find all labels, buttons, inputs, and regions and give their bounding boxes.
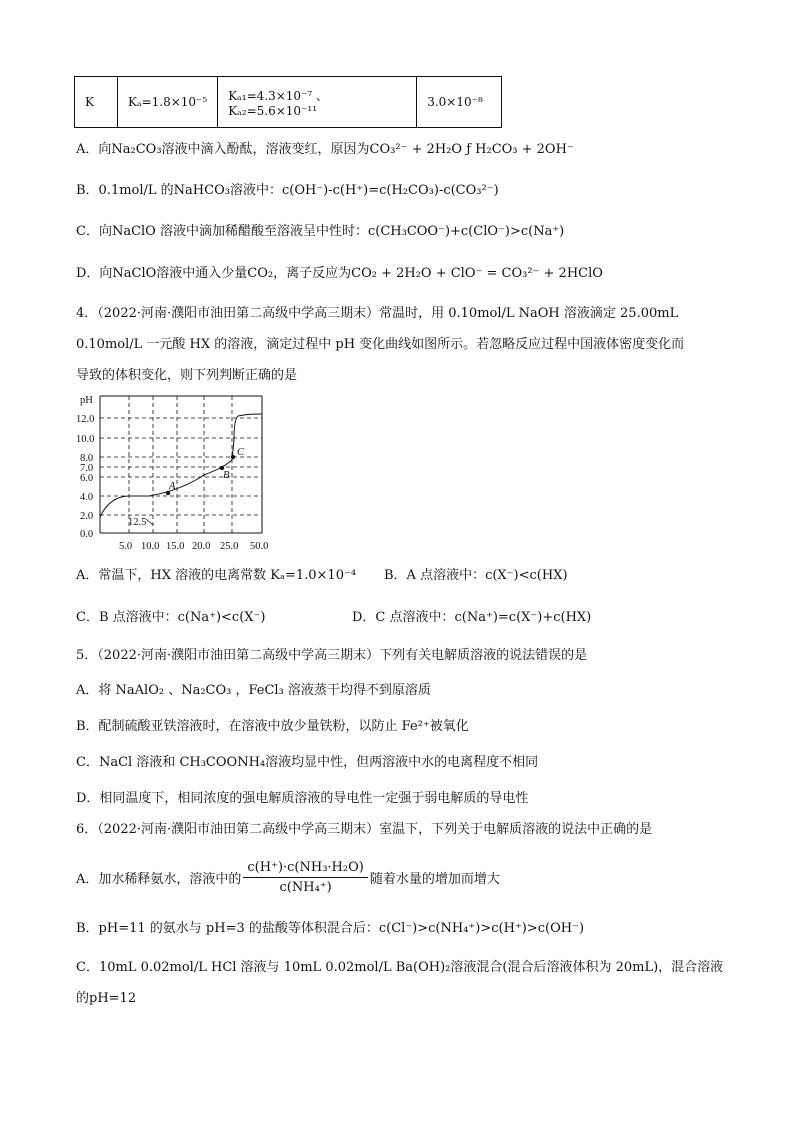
y-tick-label: 7.0 — [80, 463, 94, 474]
y-tick-label: 10.0 — [76, 434, 95, 445]
table-cell: Kₐ=1.8×10⁻⁵ — [118, 77, 218, 128]
q4-option-a: A．常温下，HX 溶液的电离常数 Kₐ=1.0×10⁻⁴ — [76, 568, 357, 583]
fraction — [243, 860, 367, 895]
grid-horizontal — [100, 418, 262, 515]
fraction-denominator: c(NH₄⁺) — [279, 879, 332, 895]
constants-table — [74, 76, 502, 128]
q4-option-b: B．A 点溶液中：c(X⁻)<c(HX) — [384, 568, 568, 583]
q4-stem-line1: 4．（2022·河南·濮阳市油田第二高级中学高三期末）常温时，用 0.10mol/L NaOH 溶液滴定 25.00mL — [76, 306, 679, 321]
x-tick-label: 25.0 — [220, 541, 239, 552]
table-cell: K — [75, 77, 118, 128]
q4-stem-line3: 导致的体积变化，则下列判断正确的是 — [76, 368, 298, 383]
q6-option-a-prefix: A．加水稀释氨水，溶液中的 — [76, 871, 242, 887]
q6-option-b: B．pH=11 的氨水与 pH=3 的盐酸等体积混合后：c(Cl⁻)>c(NH₄⁺)>c(H⁺)>c(OH⁻) — [76, 921, 585, 936]
q3-option-a: A．向Na₂CO₃溶液中滴入酚酞，溶液变红，原因为CO₃²⁻ + 2H₂O ƒ H₂CO₃ + 2OH⁻ — [76, 142, 574, 157]
q6-option-a — [76, 852, 500, 902]
q3-option-d: D．向NaClO溶液中通入少量CO₂，离子反应为CO₂ + 2H₂O + ClO⁻ = CO₃²⁻ + 2HClO — [76, 266, 603, 281]
titration-curve — [100, 414, 262, 517]
table-cell: Kₐ₁=4.3×10⁻⁷ 、 Kₐ₂=5.6×10⁻¹¹ — [218, 77, 417, 128]
point-c-label: C — [237, 447, 245, 458]
y-tick-label: 8.0 — [80, 453, 94, 464]
y-tick-label: 2.0 — [80, 511, 94, 522]
q5-option-b: B．配制硫酸亚铁溶液时，在溶液中放少量铁粉，以防止 Fe²⁺被氧化 — [76, 719, 469, 734]
y-tick-label: 4.0 — [80, 492, 94, 503]
q5-option-c: C．NaCl 溶液和 CH₃COONH₄溶液均显中性，但两溶液中水的电离程度不相同 — [76, 755, 539, 770]
point-c — [231, 455, 235, 459]
y-tick-label: 6.0 — [80, 473, 94, 484]
q4-option-c: C．B 点溶液中：c(Na⁺)<c(X⁻) — [76, 610, 266, 625]
q6-stem: 6．（2022·河南·濮阳市油田第二高级中学高三期末）室温下，下列关于电解质溶液的说法中正确的是 — [76, 822, 653, 837]
q4-option-d: D．C 点溶液中：c(Na⁺)=c(X⁻)+c(HX) — [352, 610, 592, 625]
y-axis-label: pH — [80, 395, 93, 406]
x-tick-label: 15.0 — [166, 541, 185, 552]
table-row — [75, 77, 502, 128]
q3-option-b: B．0.1mol/L 的NaHCO₃溶液中：c(OH⁻)-c(H⁺)=c(H₂CO₃)-c(CO₃²⁻) — [76, 183, 499, 198]
q3-option-c: C．向NaClO 溶液中滴加稀醋酸至溶液呈中性时：c(CH₃COO⁻)+c(ClO⁻)>c(Na⁺) — [76, 224, 565, 239]
x-tick-label: 5.0 — [119, 541, 133, 552]
x-tick-label: 20.0 — [192, 541, 211, 552]
point-b-label: B — [223, 470, 230, 481]
x-tick-label: 50.0 — [250, 541, 269, 552]
q6-option-c-line1: C．10mL 0.02mol/L HCl 溶液与 10mL 0.02mol/L Ba(OH)₂溶液混合(混合后溶液体积为 20mL)，混合溶液 — [76, 960, 724, 975]
titration-chart — [74, 392, 284, 552]
y-tick-label: 0.0 — [80, 529, 94, 540]
q4-stem-line2: 0.10mol/L 一元酸 HX 的溶液，滴定过程中 pH 变化曲线如图所示。若忽略反应过程中国液体密度变化而 — [76, 337, 685, 352]
grid-vertical — [129, 396, 232, 533]
fraction-numerator: c(H⁺)·c(NH₃·H₂O) — [243, 860, 367, 878]
q5-stem: 5．（2022·河南·濮阳市油田第二高级中学高三期末）下列有关电解质溶液的说法错误的是 — [76, 648, 588, 663]
annotation-arrow — [146, 519, 153, 525]
point-a-label: A — [169, 481, 176, 492]
x-tick-label: 10.0 — [141, 541, 160, 552]
q6-option-a-suffix: 随着水量的增加而增大 — [369, 871, 500, 887]
q5-option-d: D．相同温度下，相同浓度的强电解质溶液的导电性一定强于弱电解质的导电性 — [76, 791, 529, 806]
table-cell: 3.0×10⁻⁸ — [417, 77, 502, 128]
q6-option-c-line2: 的pH=12 — [76, 991, 137, 1006]
y-tick-label: 12.0 — [76, 414, 95, 425]
annotation-label: 12.5 — [128, 517, 147, 528]
q5-option-a: A．将 NaAlO₂ 、Na₂CO₃ ，FeCl₃ 溶液蒸干均得不到原溶质 — [76, 683, 431, 698]
